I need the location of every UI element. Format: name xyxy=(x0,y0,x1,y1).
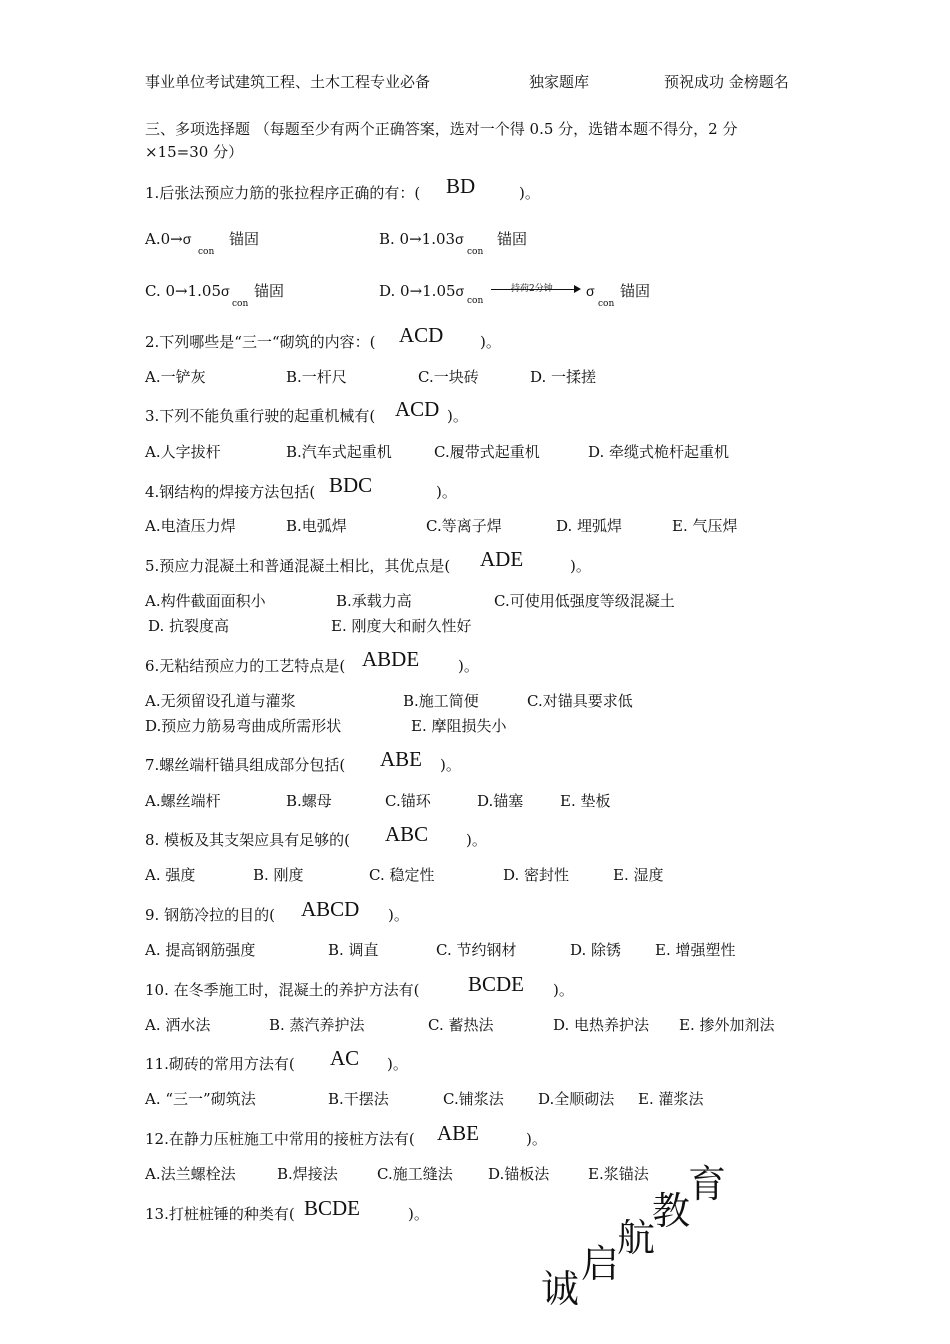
q12-option: D.锚板法 xyxy=(488,1165,550,1183)
header-center: 独家题库 xyxy=(529,73,590,91)
section-title-cont: ×15=30 分） xyxy=(145,143,244,161)
question-13-close: )。 xyxy=(408,1205,429,1223)
question-10-close: )。 xyxy=(553,981,574,999)
q2-option: B.一杆尺 xyxy=(286,368,347,386)
question-4-answer: BDC xyxy=(329,473,373,497)
watermark-char: 育 xyxy=(688,1162,727,1206)
q2-option: C.一块砖 xyxy=(418,368,479,386)
q1-option-d: D. 0→1.05σ xyxy=(379,282,465,300)
section-title: 三、多项选择题 （每题至少有两个正确答案，选对一个得 0.5 分，选错本题不得分，2 分 xyxy=(145,120,738,138)
q5-option: D. 抗裂度高 xyxy=(148,617,230,635)
q4-option: C.等离子焊 xyxy=(426,517,502,535)
question-8-stem: 8. 模板及其支架应具有足够的( xyxy=(145,831,350,849)
q9-option: C. 节约钢材 xyxy=(436,941,517,959)
q5-option: C.可使用低强度等级混凝土 xyxy=(494,592,675,610)
q8-option: C. 稳定性 xyxy=(369,866,435,884)
q8-option: D. 密封性 xyxy=(503,866,570,884)
q12-option: A.法兰螺栓法 xyxy=(145,1165,236,1183)
q1-option-d-end: 锚固 xyxy=(620,282,651,300)
q1-option-a: A.0→σ xyxy=(145,230,192,248)
q10-option: A. 洒水法 xyxy=(145,1016,211,1034)
question-11-stem: 11.砌砖的常用方法有( xyxy=(145,1055,295,1073)
sigma-symbol: σ xyxy=(586,283,595,299)
question-5-answer: ADE xyxy=(480,547,524,571)
q7-option: B.螺母 xyxy=(286,792,332,810)
q5-option: A.构件截面面积小 xyxy=(145,592,266,610)
q7-option: C.锚环 xyxy=(385,792,431,810)
q12-option: C.施工缝法 xyxy=(377,1165,453,1183)
q1-option-c-end: 锚固 xyxy=(254,282,285,300)
question-1-close: )。 xyxy=(519,184,540,202)
question-4-stem: 4.钢结构的焊接方法包括( xyxy=(145,483,316,501)
q5-option: E. 刚度大和耐久性好 xyxy=(331,617,472,635)
question-5-close: )。 xyxy=(570,557,591,575)
q1-option-a-end: 锚固 xyxy=(229,230,260,248)
sigma-symbol: σ xyxy=(455,231,464,247)
question-9-answer: ABCD xyxy=(301,897,360,921)
q1-option-d-sigma xyxy=(586,282,595,300)
q10-option: C. 蓄热法 xyxy=(428,1016,494,1034)
arrow-line xyxy=(491,289,574,290)
q6-option: A.无须留设孔道与灌浆 xyxy=(145,692,296,710)
question-10-stem: 10. 在冬季施工时，混凝土的养护方法有( xyxy=(145,981,420,999)
q10-option: E. 掺外加剂法 xyxy=(679,1016,775,1034)
question-12-stem: 12.在静力压桩施工中常用的接桩方法有( xyxy=(145,1130,415,1148)
q6-option: D.预应力筋易弯曲成所需形状 xyxy=(145,717,342,735)
q1-option-b-end: 锚固 xyxy=(497,230,528,248)
question-11-answer: AC xyxy=(330,1046,360,1070)
question-1-answer: BD xyxy=(446,174,476,198)
q11-option: C.铺浆法 xyxy=(443,1090,504,1108)
watermark-char: 航 xyxy=(617,1216,656,1260)
question-12-answer: ABE xyxy=(437,1121,479,1145)
q11-option: B.干摆法 xyxy=(328,1090,389,1108)
header-right: 预祝成功 金榜题名 xyxy=(664,73,789,91)
question-3-close: )。 xyxy=(447,407,468,425)
q6-option: E. 摩阻损失小 xyxy=(411,717,507,735)
question-3-stem: 3.下列不能负重行驶的起重机械有( xyxy=(145,407,376,425)
q3-option: D. 牵缆式桅杆起重机 xyxy=(588,443,730,461)
sigma-symbol: σ xyxy=(182,231,192,247)
q3-option: A.人字拔杆 xyxy=(145,443,221,461)
question-1-stem: 1.后张法预应力筋的张拉程序正确的有：( xyxy=(145,184,421,202)
q11-option: A. “三一”砌筑法 xyxy=(145,1090,256,1108)
q11-option: D.全顺砌法 xyxy=(538,1090,615,1108)
q4-option: E. 气压焊 xyxy=(672,517,738,535)
sigma-subscript: con xyxy=(467,247,484,257)
q1-option-c: C. 0→1.05σ xyxy=(145,282,230,300)
question-6-answer: ABDE xyxy=(362,647,420,671)
q6-option: C.对锚具要求低 xyxy=(527,692,633,710)
q3-option: B.汽车式起重机 xyxy=(286,443,392,461)
question-13-stem: 13.打桩桩锤的种类有( xyxy=(145,1205,295,1223)
sigma-subscript: con xyxy=(598,299,615,309)
sigma-symbol: σ xyxy=(221,283,230,299)
question-11-close: )。 xyxy=(387,1055,408,1073)
question-7-stem: 7.螺丝端杆锚具组成部分包括( xyxy=(145,756,346,774)
question-9-close: )。 xyxy=(388,906,409,924)
question-13-answer: BCDE xyxy=(304,1196,361,1220)
watermark-char: 诚 xyxy=(541,1267,580,1311)
question-2-stem: 2.下列哪些是“三一“砌筑的内容：( xyxy=(145,333,376,351)
question-4-close: )。 xyxy=(436,483,457,501)
q8-option: A. 强度 xyxy=(145,866,196,884)
watermark-char: 教 xyxy=(652,1189,691,1233)
q6-option: B.施工简便 xyxy=(403,692,479,710)
q3-option: C.履带式起重机 xyxy=(434,443,540,461)
question-8-close: )。 xyxy=(466,831,487,849)
q10-option: D. 电热养护法 xyxy=(553,1016,650,1034)
question-7-answer: ABE xyxy=(380,747,422,771)
q11-option: E. 灌浆法 xyxy=(638,1090,704,1108)
q9-option: B. 调直 xyxy=(328,941,379,959)
header-left: 事业单位考试建筑工程、土木工程专业必备 xyxy=(145,73,431,91)
q5-option: B.承载力高 xyxy=(336,592,412,610)
hold-label: 持荷2分钟 xyxy=(511,284,553,294)
sigma-subscript: con xyxy=(467,296,484,306)
question-5-stem: 5.预应力混凝土和普通混凝土相比，其优点是( xyxy=(145,557,451,575)
question-10-answer: BCDE xyxy=(468,972,525,996)
question-6-close: )。 xyxy=(458,657,479,675)
q12-option: B.焊接法 xyxy=(277,1165,338,1183)
q10-option: B. 蒸汽养护法 xyxy=(269,1016,365,1034)
question-8-answer: ABC xyxy=(385,822,429,846)
q12-option: E.浆锚法 xyxy=(588,1165,649,1183)
question-12-close: )。 xyxy=(526,1130,547,1148)
q8-option: E. 湿度 xyxy=(613,866,664,884)
arrow-head-icon xyxy=(574,285,581,293)
sigma-symbol: σ xyxy=(455,283,465,299)
question-7-close: )。 xyxy=(440,756,461,774)
question-9-stem: 9. 钢筋冷拉的目的( xyxy=(145,906,275,924)
watermark-char: 启 xyxy=(581,1242,620,1286)
q2-option: A.一铲灰 xyxy=(145,368,206,386)
q1-option-b: B. 0→1.03σ xyxy=(379,230,464,248)
q4-option: B.电弧焊 xyxy=(286,517,347,535)
q7-option: E. 垫板 xyxy=(560,792,611,810)
question-6-stem: 6.无粘结预应力的工艺特点是( xyxy=(145,657,346,675)
question-2-answer: ACD xyxy=(399,323,444,347)
question-2-close: )。 xyxy=(480,333,501,351)
q9-option: E. 增强塑性 xyxy=(655,941,736,959)
q7-option: D.锚塞 xyxy=(477,792,524,810)
q7-option: A.螺丝端杆 xyxy=(145,792,221,810)
question-3-answer: ACD xyxy=(395,397,440,421)
sigma-subscript: con xyxy=(198,247,215,257)
q2-option: D. 一揉搓 xyxy=(530,368,597,386)
q9-option: A. 提高钢筋强度 xyxy=(145,941,256,959)
q4-option: A.电渣压力焊 xyxy=(145,517,236,535)
q9-option: D. 除锈 xyxy=(570,941,622,959)
q8-option: B. 刚度 xyxy=(253,866,304,884)
sigma-subscript: con xyxy=(232,299,249,309)
q4-option: D. 埋弧焊 xyxy=(556,517,623,535)
